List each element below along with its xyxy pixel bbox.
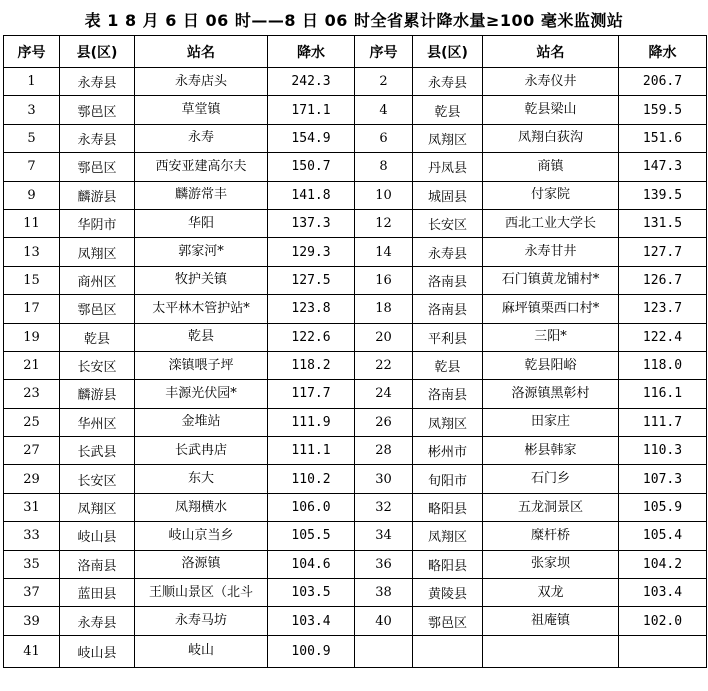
station-cell-left <box>135 68 268 96</box>
rainfall-cell-right: 122.4 <box>619 323 707 351</box>
station-cell-left <box>135 238 268 266</box>
table-row <box>4 437 707 465</box>
station-name: 张家坝 <box>530 556 570 572</box>
rainfall-cell-right: 102.0 <box>619 607 707 635</box>
serial-cell-left: 9 <box>4 181 60 209</box>
station-name: 永寿 <box>187 130 214 146</box>
county-cell-right: 凤翔区 <box>413 522 483 550</box>
station-name: 祖庵镇 <box>530 613 570 629</box>
rainfall-cell-left: 137.3 <box>268 209 355 237</box>
county-cell-right: 乾县 <box>413 96 483 124</box>
station-name: 西安亚建高尔夫 <box>155 158 247 174</box>
station-name: 双龙 <box>537 584 564 600</box>
table-row <box>4 295 707 323</box>
rainfall-cell-left: 122.6 <box>268 323 355 351</box>
station-name: 乾县 <box>187 329 214 345</box>
serial-cell-left: 17 <box>4 295 60 323</box>
rainfall-cell-left: 103.5 <box>268 579 355 607</box>
rainfall-cell-right: 118.0 <box>619 351 707 379</box>
table-row <box>4 351 707 379</box>
station-name: 田家庄 <box>530 414 570 430</box>
rainfall-cell-right: 110.3 <box>619 437 707 465</box>
county-cell-left: 永寿县 <box>60 68 135 96</box>
table-row <box>4 522 707 550</box>
table-row <box>4 68 707 96</box>
rainfall-cell-right: 111.7 <box>619 408 707 436</box>
table-row <box>4 96 707 124</box>
rainfall-cell-right: 139.5 <box>619 181 707 209</box>
table-row <box>4 635 707 667</box>
county-cell-right: 洛南县 <box>413 295 483 323</box>
station-cell-right <box>483 380 619 408</box>
serial-cell-left: 15 <box>4 266 60 294</box>
rainfall-cell-left: 100.9 <box>268 635 355 667</box>
county-cell-right: 彬州市 <box>413 437 483 465</box>
county-cell-right: 略阳县 <box>413 493 483 521</box>
county-cell-right: 乾县 <box>413 351 483 379</box>
station-cell-left <box>135 96 268 124</box>
station-cell-right <box>483 465 619 493</box>
rainfall-cell-left: 154.9 <box>268 124 355 152</box>
table-row <box>4 579 707 607</box>
county-cell-left: 华阴市 <box>60 209 135 237</box>
county-cell-left: 凤翔区 <box>60 238 135 266</box>
header-rainfall-right: 降水 <box>619 36 707 68</box>
serial-cell-left: 23 <box>4 380 60 408</box>
station-name: 长武冉店 <box>174 442 227 458</box>
station-name: 石门乡 <box>530 471 570 487</box>
county-cell-right: 洛南县 <box>413 380 483 408</box>
station-cell-left <box>135 209 268 237</box>
station-name: 东大 <box>187 471 214 487</box>
station-name: 永寿马坊 <box>174 613 227 629</box>
serial-cell-right: 8 <box>355 153 413 181</box>
station-cell-left <box>135 550 268 578</box>
serial-cell-right: 40 <box>355 607 413 635</box>
station-cell-right <box>483 124 619 152</box>
station-name: 金堆站 <box>181 414 221 430</box>
station-name: 永寿仪井 <box>524 73 577 89</box>
rainfall-cell-left: 104.6 <box>268 550 355 578</box>
rainfall-cell-left: 150.7 <box>268 153 355 181</box>
rainfall-cell-left: 141.8 <box>268 181 355 209</box>
county-cell-left: 麟游县 <box>60 181 135 209</box>
header-county-left: 县(区) <box>60 36 135 68</box>
table-row <box>4 323 707 351</box>
serial-cell-left: 29 <box>4 465 60 493</box>
serial-cell-left: 25 <box>4 408 60 436</box>
serial-cell-right: 6 <box>355 124 413 152</box>
rainfall-cell-right: 104.2 <box>619 550 707 578</box>
county-cell-left: 蓝田县 <box>60 579 135 607</box>
rainfall-cell-right: 151.6 <box>619 124 707 152</box>
rainfall-cell-left: 127.5 <box>268 266 355 294</box>
serial-cell-left: 1 <box>4 68 60 96</box>
serial-cell-right: 36 <box>355 550 413 578</box>
station-cell-left <box>135 266 268 294</box>
rainfall-cell-right: 105.4 <box>619 522 707 550</box>
county-cell-left: 长安区 <box>60 351 135 379</box>
station-cell-right <box>483 635 619 667</box>
station-cell-left <box>135 607 268 635</box>
serial-cell-left: 41 <box>4 635 60 667</box>
header-serial-left: 序号 <box>4 36 60 68</box>
station-cell-left <box>135 437 268 465</box>
station-cell-left <box>135 351 268 379</box>
station-name: 付家院 <box>530 187 570 203</box>
serial-cell-right: 10 <box>355 181 413 209</box>
station-cell-right <box>483 437 619 465</box>
serial-cell-right: 32 <box>355 493 413 521</box>
station-cell-left <box>135 380 268 408</box>
rainfall-cell-right: 147.3 <box>619 153 707 181</box>
serial-cell-right: 2 <box>355 68 413 96</box>
station-name: 滦镇喂子坪 <box>168 357 234 373</box>
county-cell-right: 永寿县 <box>413 238 483 266</box>
station-cell-right <box>483 181 619 209</box>
serial-cell-left: 3 <box>4 96 60 124</box>
table-row <box>4 607 707 635</box>
rainfall-cell-right: 107.3 <box>619 465 707 493</box>
county-cell-right: 黄陵县 <box>413 579 483 607</box>
station-name: 糜杆桥 <box>530 527 570 543</box>
station-cell-right <box>483 209 619 237</box>
table-row <box>4 408 707 436</box>
county-cell-right <box>413 635 483 667</box>
station-cell-right <box>483 408 619 436</box>
serial-cell-left: 21 <box>4 351 60 379</box>
station-cell-right <box>483 522 619 550</box>
serial-cell-right: 4 <box>355 96 413 124</box>
rainfall-cell-left: 129.3 <box>268 238 355 266</box>
station-cell-left <box>135 295 268 323</box>
station-cell-left <box>135 635 268 667</box>
county-cell-left: 岐山县 <box>60 522 135 550</box>
table-caption: 表 1 8 月 6 日 06 时——8 日 06 时全省累计降水量≥100 毫米监测站 <box>84 11 624 30</box>
table-row <box>4 380 707 408</box>
station-cell-right <box>483 579 619 607</box>
county-cell-right: 平利县 <box>413 323 483 351</box>
serial-cell-left: 5 <box>4 124 60 152</box>
serial-cell-left: 33 <box>4 522 60 550</box>
rainfall-cell-left: 106.0 <box>268 493 355 521</box>
county-cell-right: 凤翔区 <box>413 408 483 436</box>
rainfall-cell-right: 126.7 <box>619 266 707 294</box>
station-cell-left <box>135 153 268 181</box>
rainfall-cell-left: 242.3 <box>268 68 355 96</box>
rainfall-cell-left: 118.2 <box>268 351 355 379</box>
header-rainfall-left: 降水 <box>268 36 355 68</box>
station-cell-right <box>483 266 619 294</box>
rainfall-cell-left: 171.1 <box>268 96 355 124</box>
station-name: 华阳 <box>187 215 214 231</box>
county-cell-left: 洛南县 <box>60 550 135 578</box>
county-cell-left: 长武县 <box>60 437 135 465</box>
station-cell-right <box>483 295 619 323</box>
station-name: 牧护关镇 <box>174 272 227 288</box>
rainfall-cell-left: 111.9 <box>268 408 355 436</box>
station-name: 洛源镇黑彰村 <box>511 385 590 401</box>
serial-cell-left: 39 <box>4 607 60 635</box>
serial-cell-right: 12 <box>355 209 413 237</box>
rainfall-cell-left: 117.7 <box>268 380 355 408</box>
station-cell-right <box>483 68 619 96</box>
station-name: 郭家河* <box>178 244 224 260</box>
county-cell-right: 洛南县 <box>413 266 483 294</box>
station-cell-right <box>483 153 619 181</box>
serial-cell-right: 30 <box>355 465 413 493</box>
county-cell-left: 鄠邑区 <box>60 153 135 181</box>
rainfall-cell-right: 131.5 <box>619 209 707 237</box>
table-row <box>4 238 707 266</box>
rainfall-cell-right <box>619 635 707 667</box>
rainfall-cell-left: 103.4 <box>268 607 355 635</box>
table-row <box>4 153 707 181</box>
station-name <box>483 643 618 659</box>
station-name: 三阳* <box>534 329 567 345</box>
rainfall-cell-right: 105.9 <box>619 493 707 521</box>
county-cell-right: 丹凤县 <box>413 153 483 181</box>
serial-cell-left: 13 <box>4 238 60 266</box>
serial-cell-left: 27 <box>4 437 60 465</box>
header-row <box>4 36 707 68</box>
rainfall-cell-right: 127.7 <box>619 238 707 266</box>
station-cell-left <box>135 579 268 607</box>
serial-cell-right: 28 <box>355 437 413 465</box>
county-cell-left: 鄠邑区 <box>60 295 135 323</box>
county-cell-left: 麟游县 <box>60 380 135 408</box>
station-cell-left <box>135 465 268 493</box>
station-cell-right <box>483 550 619 578</box>
station-name: 永寿甘井 <box>524 244 577 260</box>
county-cell-left: 商州区 <box>60 266 135 294</box>
station-name: 凤翔横水 <box>174 499 227 515</box>
county-cell-right: 城固县 <box>413 181 483 209</box>
county-cell-left: 长安区 <box>60 465 135 493</box>
county-cell-left: 凤翔区 <box>60 493 135 521</box>
county-cell-right: 鄠邑区 <box>413 607 483 635</box>
station-cell-left <box>135 181 268 209</box>
table-row <box>4 266 707 294</box>
header-station-left: 站名 <box>135 36 268 68</box>
serial-cell-right: 16 <box>355 266 413 294</box>
table-row <box>4 493 707 521</box>
station-name: 麻坪镇栗西口村* <box>501 300 600 316</box>
rainfall-cell-right: 116.1 <box>619 380 707 408</box>
rainfall-cell-left: 110.2 <box>268 465 355 493</box>
serial-cell-right: 26 <box>355 408 413 436</box>
station-cell-right <box>483 607 619 635</box>
county-cell-left: 永寿县 <box>60 124 135 152</box>
station-name: 草堂镇 <box>181 102 221 118</box>
serial-cell-left: 35 <box>4 550 60 578</box>
serial-cell-right: 34 <box>355 522 413 550</box>
serial-cell-right: 18 <box>355 295 413 323</box>
county-cell-right: 长安区 <box>413 209 483 237</box>
station-name: 洛源镇 <box>181 556 221 572</box>
station-name: 岐山京当乡 <box>168 527 234 543</box>
rainfall-cell-right: 159.5 <box>619 96 707 124</box>
table-row <box>4 181 707 209</box>
station-cell-right <box>483 238 619 266</box>
serial-cell-left: 7 <box>4 153 60 181</box>
county-cell-right: 凤翔区 <box>413 124 483 152</box>
serial-cell-right: 20 <box>355 323 413 351</box>
rainfall-table <box>3 35 707 668</box>
station-cell-left <box>135 323 268 351</box>
serial-cell-right: 24 <box>355 380 413 408</box>
rainfall-cell-right: 206.7 <box>619 68 707 96</box>
serial-cell-right: 14 <box>355 238 413 266</box>
station-cell-right <box>483 351 619 379</box>
station-name: 五龙洞景区 <box>517 499 583 515</box>
county-cell-left: 华州区 <box>60 408 135 436</box>
table-row <box>4 465 707 493</box>
table-body <box>4 68 707 668</box>
county-cell-left: 岐山县 <box>60 635 135 667</box>
station-cell-left <box>135 493 268 521</box>
serial-cell-right: 22 <box>355 351 413 379</box>
header-county-right: 县(区) <box>413 36 483 68</box>
station-name: 王顺山景区（北斗 <box>148 584 253 600</box>
station-name: 凤翔白荻沟 <box>517 130 583 146</box>
rainfall-cell-left: 105.5 <box>268 522 355 550</box>
header-station-right: 站名 <box>483 36 619 68</box>
serial-cell-left: 11 <box>4 209 60 237</box>
county-cell-right: 略阳县 <box>413 550 483 578</box>
serial-cell-left: 31 <box>4 493 60 521</box>
rainfall-cell-left: 123.8 <box>268 295 355 323</box>
county-cell-left: 永寿县 <box>60 607 135 635</box>
station-cell-left <box>135 408 268 436</box>
rainfall-cell-right: 123.7 <box>619 295 707 323</box>
station-name: 太平林木管护站* <box>152 300 250 316</box>
county-cell-right: 永寿县 <box>413 68 483 96</box>
station-name: 麟游常丰 <box>174 187 227 203</box>
rainfall-cell-left: 111.1 <box>268 437 355 465</box>
station-name: 乾县阳峪 <box>524 357 577 373</box>
station-name: 西北工业大学长 <box>504 215 596 231</box>
serial-cell-left: 19 <box>4 323 60 351</box>
serial-cell-right <box>355 635 413 667</box>
station-cell-right <box>483 493 619 521</box>
station-name: 乾县梁山 <box>524 102 577 118</box>
county-cell-left: 鄠邑区 <box>60 96 135 124</box>
table-row <box>4 550 707 578</box>
serial-cell-right: 38 <box>355 579 413 607</box>
station-cell-right <box>483 96 619 124</box>
serial-cell-left: 37 <box>4 579 60 607</box>
station-name: 永寿店头 <box>174 73 227 89</box>
table-row <box>4 209 707 237</box>
station-cell-right <box>483 323 619 351</box>
county-cell-left: 乾县 <box>60 323 135 351</box>
station-name: 彬县韩家 <box>524 442 577 458</box>
header-serial-right: 序号 <box>355 36 413 68</box>
station-name: 岐山 <box>187 643 214 659</box>
station-name: 石门镇黄龙铺村* <box>501 272 600 288</box>
table-row <box>4 124 707 152</box>
station-cell-left <box>135 124 268 152</box>
station-name: 丰源光伏园* <box>165 385 237 401</box>
station-cell-left <box>135 522 268 550</box>
station-name: 商镇 <box>537 158 564 174</box>
rainfall-cell-right: 103.4 <box>619 579 707 607</box>
county-cell-right: 旬阳市 <box>413 465 483 493</box>
